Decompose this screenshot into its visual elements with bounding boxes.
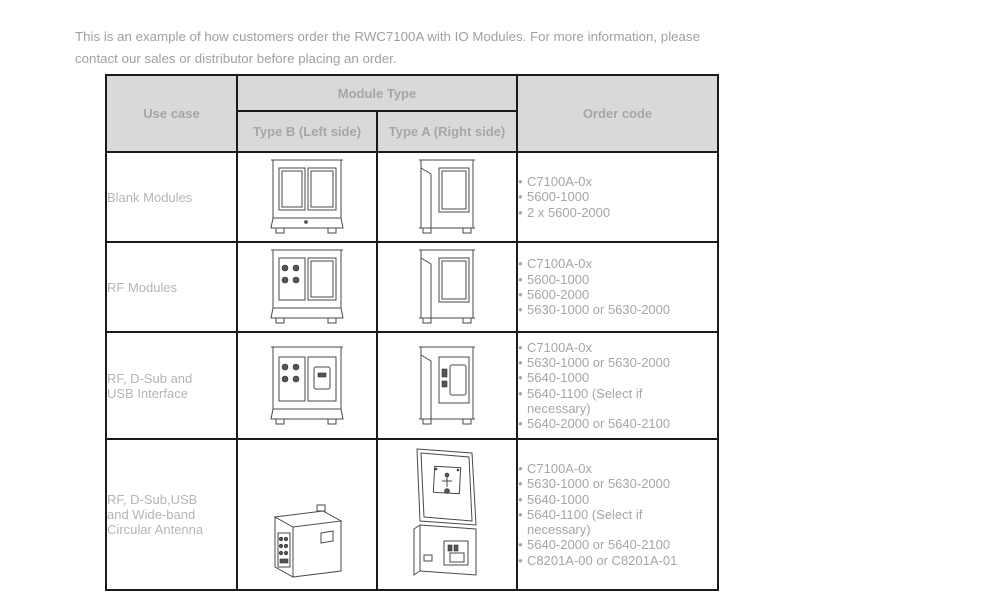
order-code-item: ● 5640-1000 [518,492,717,507]
blank-module-right-illustration [417,158,477,236]
use-case-line: RF, D-Sub,USB [107,492,198,507]
table-row [106,439,718,590]
order-code-continuation [518,522,717,537]
type-a-cell [377,152,517,242]
use-case-cell [106,332,237,439]
table-row [106,242,718,332]
table-row [106,332,718,439]
type-b-cell [237,439,377,590]
use-case-line: RF Modules [107,279,178,295]
rf-module-right-illustration [417,248,477,326]
order-code-item: ● 2 x 5600-2000 [518,205,717,220]
order-code-item: ● 5640-1000 [518,370,717,385]
order-code-item: ● 5640-2000 or 5640-2100 [518,416,717,431]
order-code-item: ● 5630-1000 or 5630-2000 [518,476,717,491]
use-case-line: and Wide-band [107,507,196,522]
use-case-line: Blank Modules [107,189,193,205]
order-code-item: ● 5630-1000 or 5630-2000 [518,355,717,370]
order-code-item: ● C7100A-0x [518,461,717,476]
order-code-item: ● 5600-1000 [518,272,717,287]
header-type-b: Type B (Left side) [237,111,377,152]
order-code-item: ● 5600-1000 [518,189,717,204]
order-code-item: ● 5600-2000 [518,287,717,302]
blank-module-left-illustration [270,158,344,236]
order-code-item: ● C7100A-0x [518,256,717,271]
order-code-cell [517,152,718,242]
order-code-item: ● 5640-2000 or 5640-2100 [518,537,717,552]
rf-module-left-illustration [270,248,344,326]
type-a-cell [377,332,517,439]
header-type-a: Type A (Right side) [377,111,517,152]
use-case-cell [106,439,237,590]
header-use-case: Use case [106,75,237,152]
order-code-cell [517,439,718,590]
header-module-type: Module Type [237,75,517,111]
order-code-item: ● 5640-1100 (Select if [518,507,717,522]
order-code-continuation-text: necessary) [527,400,591,416]
use-case-cell [106,152,237,242]
type-a-cell [377,242,517,332]
use-case-line: USB Interface [107,385,188,401]
rf-dsub-usb-left-illustration [270,345,344,427]
order-code-item: ● 5630-1000 or 5630-2000 [518,302,717,317]
rugged-case-left-illustration [267,497,347,585]
order-code-item: ● C8201A-00 or C8201A-01 [518,553,717,568]
type-b-cell [237,152,377,242]
order-code-continuation [518,401,717,416]
type-a-cell [377,439,517,590]
type-b-cell [237,332,377,439]
order-code-item: ● C7100A-0x [518,340,717,355]
use-case-line: Circular Antenna [107,522,204,537]
use-case-line: RF, D-Sub and [107,370,193,386]
table-row [106,152,718,242]
order-code-item: ● C7100A-0x [518,174,717,189]
header-order-code: Order code [517,75,718,152]
rf-dsub-usb-right-illustration [417,345,477,427]
rugged-case-open-antenna-illustration [412,445,482,585]
order-code-cell [517,332,718,439]
order-table [105,74,719,591]
use-case-cell [106,242,237,332]
type-b-cell [237,242,377,332]
order-code-continuation-text: necessary) [527,522,591,538]
order-code-cell [517,242,718,332]
intro-text: This is an example of how customers order the RWC7100A with IO Modules. For more information, please contact our sales or distributor before placing an order. [75,29,700,66]
order-code-item: ● 5640-1100 (Select if [518,386,717,401]
